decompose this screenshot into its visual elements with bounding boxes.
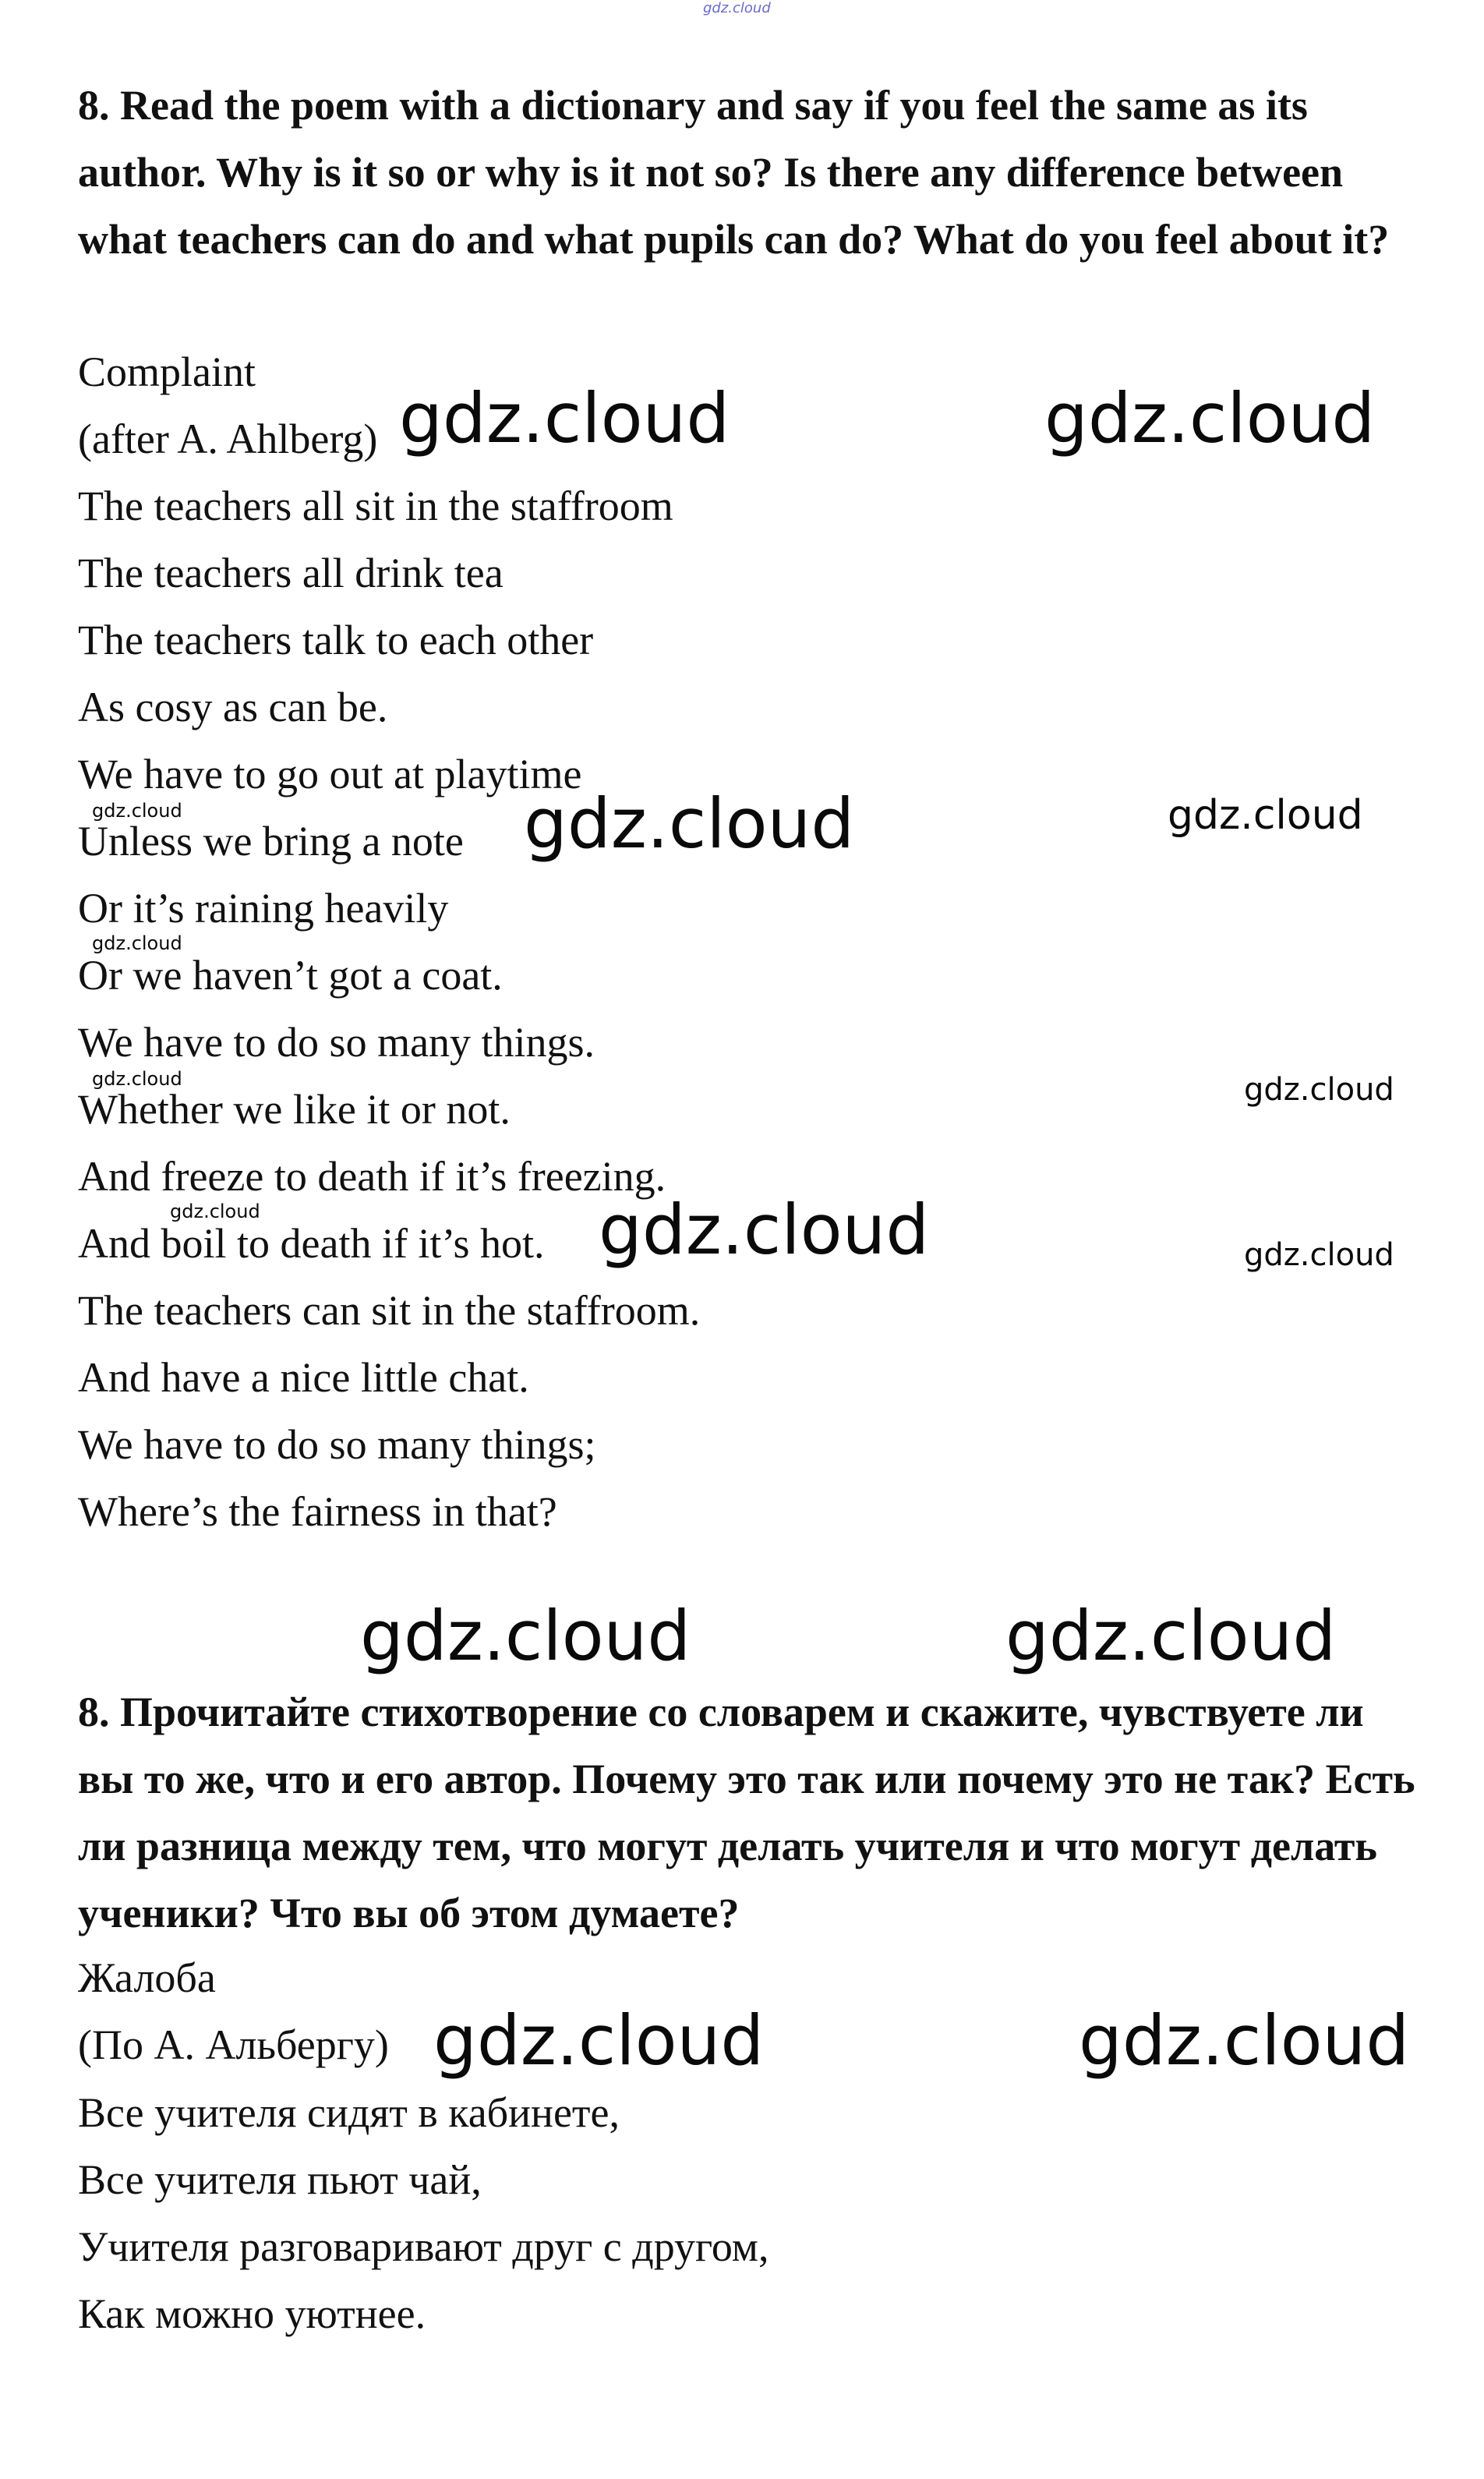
poem-line: We have to do so many things; — [78, 1421, 596, 1468]
watermark: gdz.cloud — [360, 1596, 691, 1676]
poem-line: Or it’s raining heavily — [78, 885, 449, 932]
poem-line: The teachers can sit in the staffroom. — [78, 1287, 701, 1334]
poem-title: Complaint — [78, 348, 256, 395]
watermark: gdz.cloud — [92, 800, 182, 822]
russian-poem-line: Все учителя пьют чай, — [78, 2156, 482, 2203]
watermark: gdz.cloud — [599, 1190, 930, 1270]
watermark: gdz.cloud — [1168, 792, 1363, 839]
watermark: gdz.cloud — [1244, 1237, 1394, 1273]
watermark: gdz.cloud — [92, 932, 182, 954]
poem-line: We have to do so many things. — [78, 1019, 595, 1066]
watermark: gdz.cloud — [1244, 1072, 1394, 1108]
watermark: gdz.cloud — [433, 2000, 765, 2081]
poem-author: (after A. Ahlberg) — [78, 416, 378, 462]
russian-poem-author: (По А. Альбергу) — [78, 2021, 389, 2068]
russian-poem-line: Как можно уютнее. — [78, 2290, 426, 2337]
watermark: gdz.cloud — [1079, 2000, 1410, 2081]
poem-line: We have to go out at playtime — [78, 751, 582, 797]
watermark: gdz.cloud — [170, 1201, 260, 1222]
poem-line: Unless we bring a note — [78, 818, 464, 865]
poem-line: And freeze to death if it’s freezing. — [78, 1153, 666, 1200]
russian-poem-line: Учителя разговаривают друг с другом, — [78, 2223, 769, 2270]
watermark: gdz.cloud — [399, 378, 730, 458]
watermark: gdz.cloud — [1005, 1596, 1337, 1676]
poem-line: As cosy as can be. — [78, 684, 388, 730]
poem-line: Where’s the fairness in that? — [78, 1488, 557, 1535]
poem-line: Or we haven’t got a coat. — [78, 952, 503, 999]
english-question: 8. Read the poem with a dictionary and say if you feel the same as its author. Why is it so or why is it not so? Is there any difference between what teachers can do and what pupils can do? What do you feel about it? — [78, 82, 1390, 263]
top-watermark: gdz.cloud — [703, 0, 771, 16]
poem-line: The teachers all sit in the staffroom — [78, 483, 673, 529]
russian-question: 8. Прочитайте стихотворение со словарем и скажите, чувствуете ли вы то же, что и его автор. Почему это так или почему это не так? Есть ли разница между тем, что могут делать учителя и что могут делать ученики? Что вы об этом думаете? — [78, 1689, 1415, 1936]
watermark: gdz.cloud — [524, 783, 855, 864]
poem-line: And have a nice little chat. — [78, 1354, 529, 1401]
russian-poem-title: Жалоба — [78, 1954, 216, 2001]
poem-line: The teachers all drink tea — [78, 550, 504, 596]
watermark: gdz.cloud — [92, 1068, 182, 1090]
poem-line: And boil to death if it’s hot. — [78, 1220, 545, 1267]
watermark: gdz.cloud — [1044, 378, 1376, 458]
poem-line: Whether we like it or not. — [78, 1086, 511, 1133]
russian-poem-line: Все учителя сидят в кабинете, — [78, 2089, 620, 2136]
poem-line: The teachers talk to each other — [78, 617, 594, 663]
